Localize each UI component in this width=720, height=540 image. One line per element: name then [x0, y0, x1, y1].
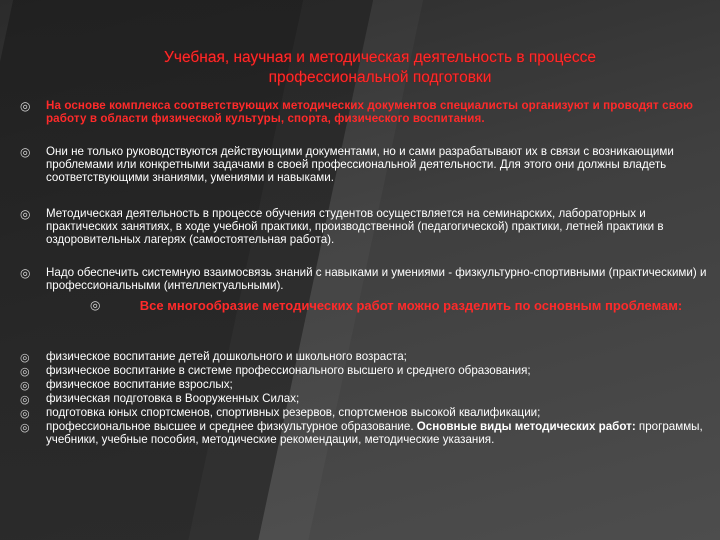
problem-list [20, 350, 712, 446]
methodical-works-heading: Основные виды методических работ: [416, 420, 636, 433]
target-bullet-icon: ◎ [20, 379, 30, 392]
list-item [20, 406, 712, 420]
paragraph-1 [20, 99, 712, 125]
list-item-text: физическая подготовка в Вооруженных Силах; [46, 392, 300, 405]
list-item-main: профессиональное высшее и среднее физкультурное образование. [46, 420, 414, 433]
list-item [20, 392, 712, 406]
target-bullet-icon: ◎ [20, 393, 30, 406]
list-item-text: физическое воспитание взрослых; [46, 378, 233, 391]
paragraph-3 [20, 207, 712, 246]
list-item [20, 420, 712, 446]
title-line-1: Учебная, научная и методическая деятельность в процессе [164, 49, 596, 66]
list-item [20, 350, 712, 364]
methodical-works-list: программы, учебники, учебные пособия, методические рекомендации, методические указания. [46, 420, 703, 446]
list-item-text: подготовка юных спортсменов, спортивных резервов, спортсменов высокой квалификации; [46, 406, 541, 419]
target-bullet-icon: ◎ [20, 145, 31, 159]
target-bullet-icon: ◎ [20, 365, 30, 378]
list-item-text [46, 420, 712, 446]
paragraph-text: Надо обеспечить системную взаимосвязь знаний с навыками и умениями - физкультурно-спортивными (практическими) и профессиональными (интеллектуальными). [46, 266, 707, 292]
paragraph-text: Методическая деятельность в процессе обучения студентов осуществляется на семинарских, лабораторных и практических занятиях, в ходе учебной практики, производственной (педагогической) практики, летней практики в оздоровительных лагерях (самостоятельная работа). [46, 207, 664, 246]
paragraph-text: На основе комплекса соответствующих методических документов специалисты организуют и проводят свою работу в области физической культуры, спорта, физического воспитания. [46, 99, 693, 125]
subheading [90, 298, 710, 314]
list-item [20, 378, 712, 392]
slide-title [110, 48, 650, 88]
subheading-text: Все многообразие методических работ можно разделить по основным проблемам: [139, 298, 683, 313]
target-bullet-icon: ◎ [20, 421, 30, 434]
paragraph-2 [20, 145, 712, 184]
paragraph-4 [20, 266, 712, 292]
target-bullet-icon: ◎ [90, 298, 101, 312]
target-bullet-icon: ◎ [20, 99, 31, 113]
target-bullet-icon: ◎ [20, 266, 31, 280]
title-line-2: профессиональной подготовки [268, 69, 492, 86]
list-item-text: физическое воспитание детей дошкольного и школьного возраста; [46, 350, 407, 363]
target-bullet-icon: ◎ [20, 407, 30, 420]
list-item-text: физическое воспитание в системе профессионального высшего и среднего образования; [46, 364, 531, 377]
target-bullet-icon: ◎ [20, 207, 31, 221]
list-item [20, 364, 712, 378]
target-bullet-icon: ◎ [20, 351, 30, 364]
paragraph-text: Они не только руководствуются действующими документами, но и сами разрабатывают их в связи с возникающими проблемами или конкретными задачами в своей профессиональной деятельности. Для этого они должны владеть соответствующими знаниями, умениями и навыками. [46, 145, 674, 184]
